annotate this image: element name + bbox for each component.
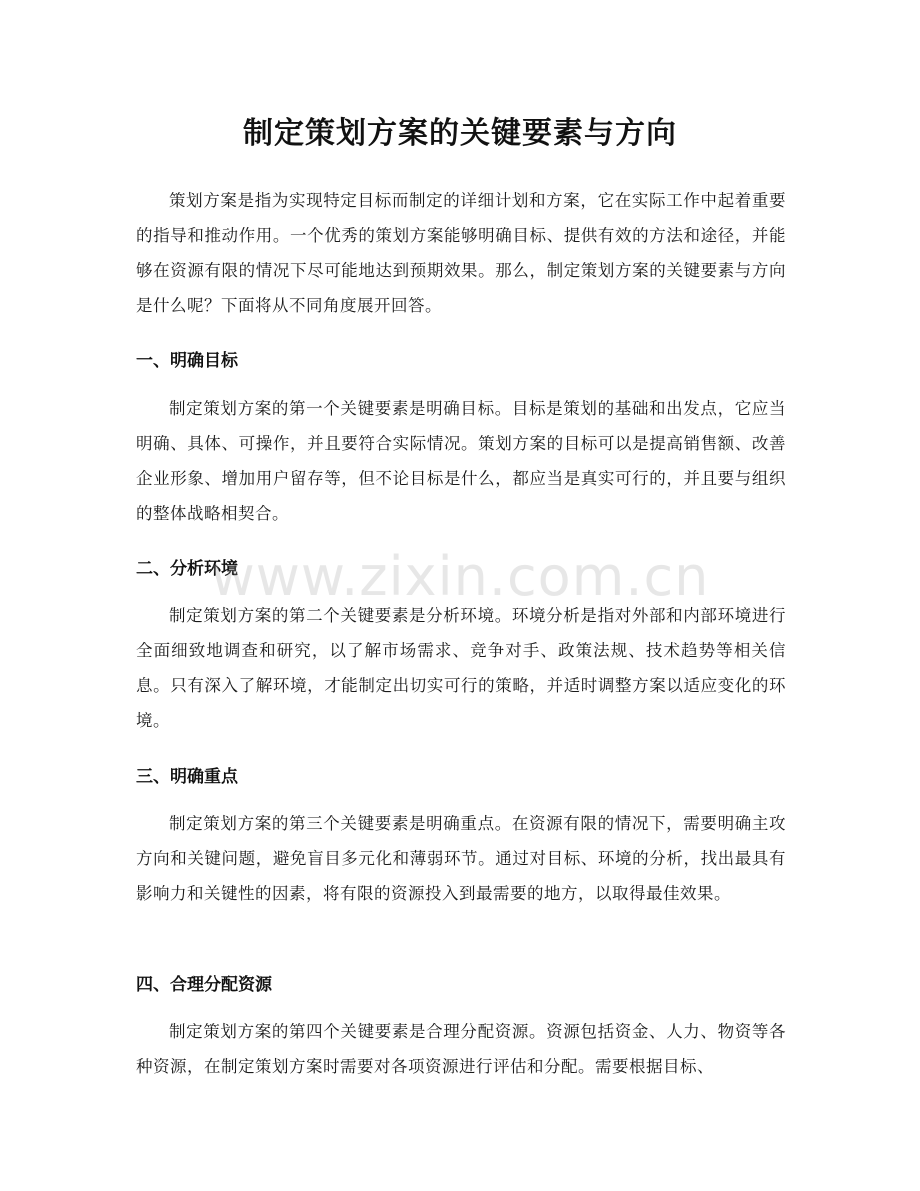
page-title: 制定策划方案的关键要素与方向 bbox=[243, 116, 677, 151]
watermark: www.zixin.com.cn bbox=[210, 545, 710, 608]
section-heading-3: 三、明确重点 bbox=[136, 767, 238, 787]
section-heading-4: 四、合理分配资源 bbox=[136, 975, 272, 995]
section-heading-1: 一、明确目标 bbox=[136, 351, 238, 371]
section-body-1: 制定策划方案的第一个关键要素是明确目标。目标是策划的基础和出发点，它应当明确、具体、可操作，并且要符合实际情况。策划方案的目标可以是提高销售额、改善企业形象、增加用户留存等，但不论目标是什么，都应当是真实可行的，并且要与组织的整体战略相契合。 bbox=[136, 399, 786, 523]
section-body-4: 制定策划方案的第四个关键要素是合理分配资源。资源包括资金、人力、物资等各种资源，在制定策划方案时需要对各项资源进行评估和分配。需要根据目标、 bbox=[136, 1022, 786, 1076]
section-body-2: 制定策划方案的第二个关键要素是分析环境。环境分析是指对外部和内部环境进行全面细致地调查和研究，以了解市场需求、竞争对手、政策法规、技术趋势等相关信息。只有深入了解环境，才能制定出切实可行的策略，并适时调整方案以适应变化的环境。 bbox=[136, 606, 786, 730]
section-heading-2: 二、分析环境 bbox=[136, 559, 238, 579]
section-body-3: 制定策划方案的第三个关键要素是明确重点。在资源有限的情况下，需要明确主攻方向和关键问题，避免盲目多元化和薄弱环节。通过对目标、环境的分析，找出最具有影响力和关键性的因素，将有限的资源投入到最需要的地方，以取得最佳效果。 bbox=[136, 814, 786, 903]
intro-paragraph: 策划方案是指为实现特定目标而制定的详细计划和方案，它在实际工作中起着重要的指导和推动作用。一个优秀的策划方案能够明确目标、提供有效的方法和途径，并能够在资源有限的情况下尽可能地达到预期效果。那么，制定策划方案的关键要素与方向是什么呢？下面将从不同角度展开回答。 bbox=[136, 191, 786, 315]
